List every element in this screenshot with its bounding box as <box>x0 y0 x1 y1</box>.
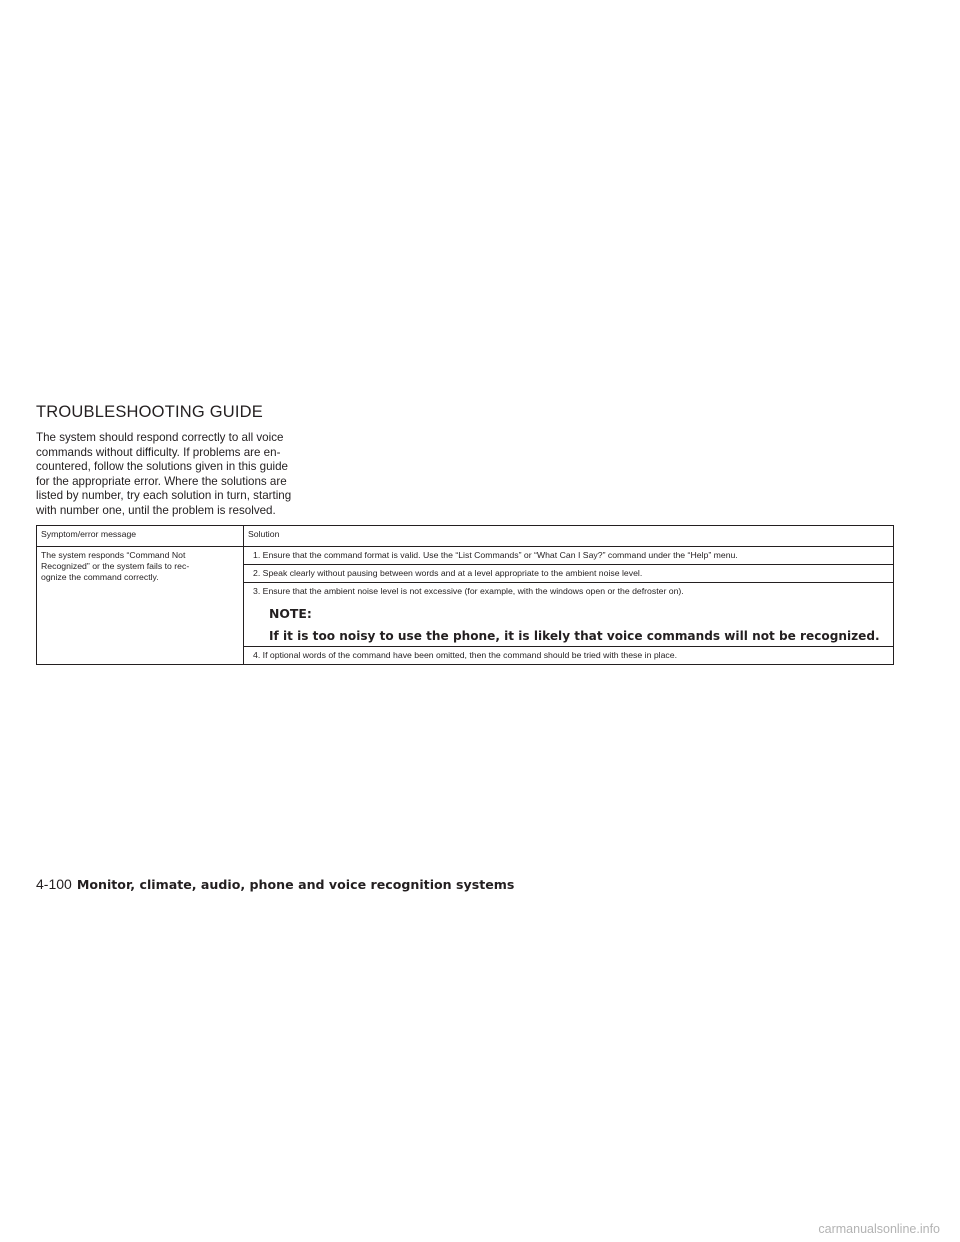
header-solution: Solution <box>244 526 894 547</box>
intro-line: countered, follow the solutions given in this guide <box>36 460 288 473</box>
solution-3: 3. Ensure that the ambient noise level is not excessive (for example, with the windows open or the defroster on). <box>253 586 684 596</box>
section-title: TROUBLESHOOTING GUIDE <box>36 403 263 421</box>
symptom-line: The system responds “Command Not <box>41 550 186 560</box>
solution-2: 2. Speak clearly without pausing between words and at a level appropriate to the ambient noise level. <box>244 565 894 583</box>
solution-4: 4. If optional words of the command have been omitted, then the command should be tried with these in place. <box>244 647 894 665</box>
intro-line: commands without difficulty. If problems are en- <box>36 445 281 459</box>
symptom-line: ognize the command correctly. <box>41 572 159 582</box>
intro-line: The system should respond correctly to all voice <box>36 431 284 444</box>
note-title: NOTE: <box>269 606 312 621</box>
table-row <box>37 547 894 565</box>
intro-line: for the appropriate error. Where the solutions are <box>36 474 287 488</box>
watermark: carmanualsonline.info <box>818 1222 940 1236</box>
note-text: If it is too noisy to use the phone, it is likely that voice commands will not be recognized. <box>269 629 880 643</box>
intro-line: with number one, until the problem is resolved. <box>36 503 276 517</box>
solution-1: 1. Ensure that the command format is valid. Use the “List Commands” or “What Can I Say?” command under the “Help” menu. <box>244 547 894 565</box>
troubleshooting-table <box>36 525 894 665</box>
symptom-cell <box>37 547 244 665</box>
page-footer <box>36 876 514 894</box>
table-header-row <box>37 526 894 547</box>
chapter-title: Monitor, climate, audio, phone and voice recognition systems <box>76 877 515 892</box>
intro-paragraph <box>36 431 312 518</box>
page-number: 4-100 <box>36 876 72 892</box>
symptom-line: Recognized” or the system fails to rec- <box>41 561 190 571</box>
header-symptom: Symptom/error message <box>37 526 244 547</box>
solution-3-cell <box>244 583 894 647</box>
intro-line: listed by number, try each solution in turn, starting <box>36 489 292 502</box>
